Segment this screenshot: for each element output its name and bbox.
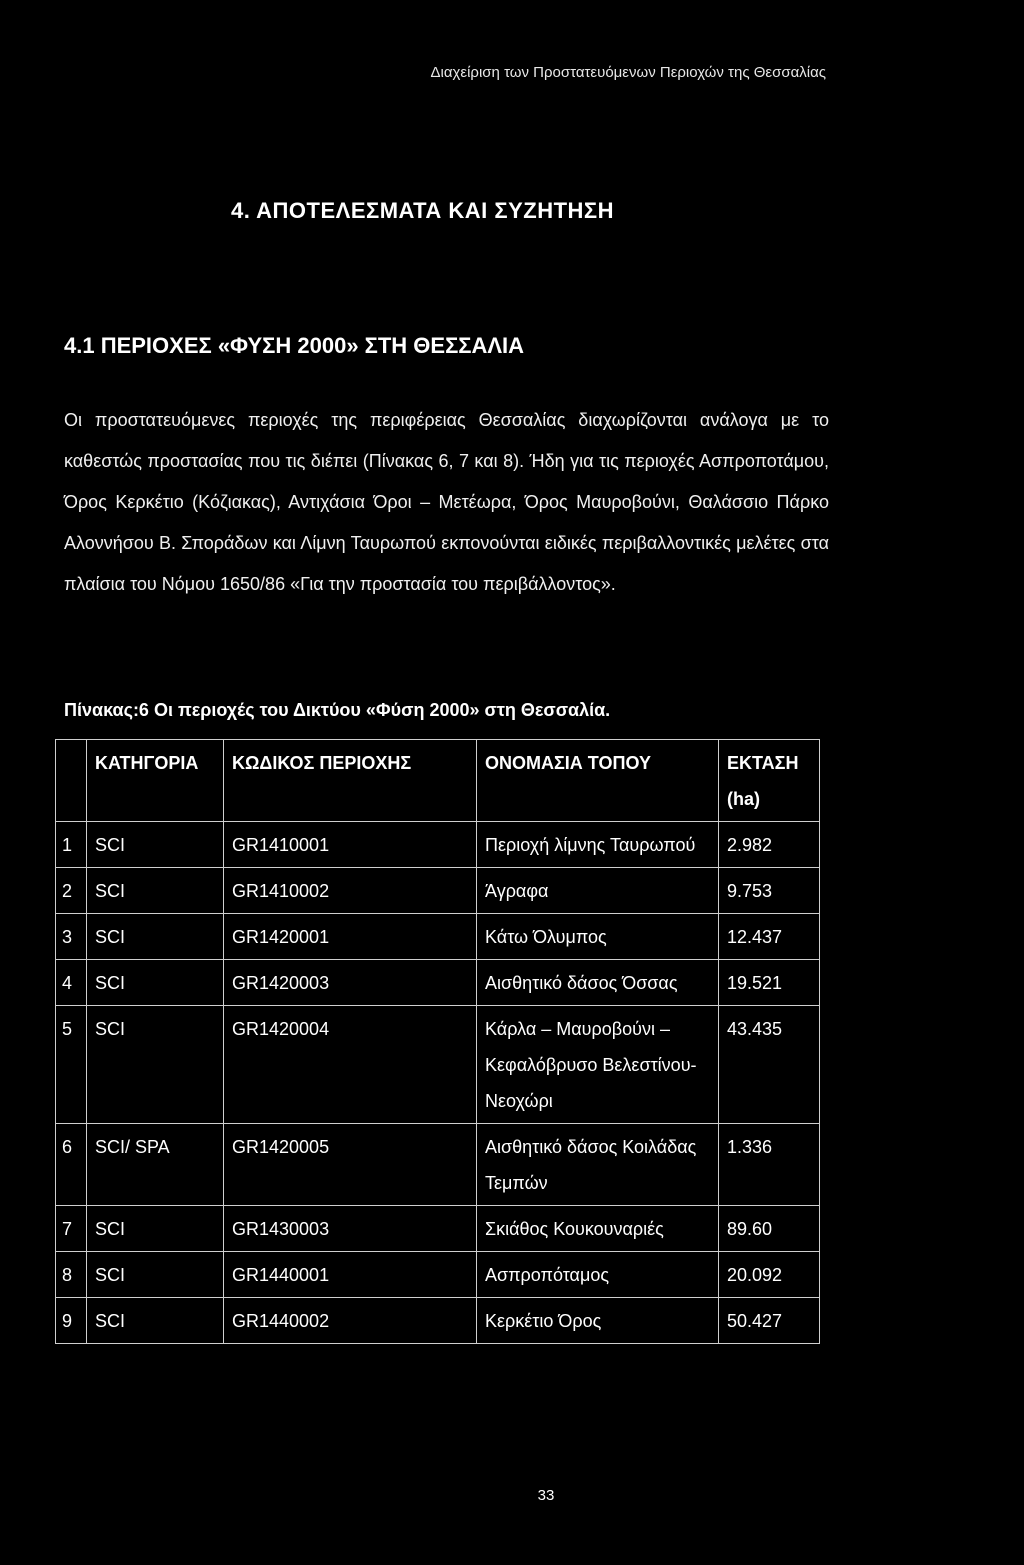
- natura-sites-table: [55, 739, 820, 1344]
- row-area: 2.982: [719, 822, 820, 868]
- row-site-name: Αισθητικό δάσος Όσσας: [477, 960, 719, 1006]
- header-number: [56, 740, 87, 822]
- row-site-code: GR1420001: [224, 914, 477, 960]
- row-category: SCI: [87, 1298, 224, 1344]
- row-area: 43.435: [719, 1006, 820, 1124]
- row-number: 9: [56, 1298, 87, 1344]
- table-row: [56, 1206, 820, 1252]
- section-title: 4.1 ΠΕΡΙΟΧΕΣ «ΦΥΣΗ 2000» ΣΤΗ ΘΕΣΣΑΛΙΑ: [64, 333, 525, 358]
- table-row: [56, 822, 820, 868]
- row-area: 50.427: [719, 1298, 820, 1344]
- row-number: 6: [56, 1124, 87, 1206]
- row-site-name: Κάτω Όλυμπος: [477, 914, 719, 960]
- row-number: 3: [56, 914, 87, 960]
- row-site-name: Ασπροπόταμος: [477, 1252, 719, 1298]
- row-category: SCI: [87, 914, 224, 960]
- header-site-code: ΚΩΔΙΚΟΣ ΠΕΡΙΟΧΗΣ: [224, 740, 477, 822]
- row-site-code: GR1440001: [224, 1252, 477, 1298]
- table-row: [56, 1124, 820, 1206]
- row-site-code: GR1430003: [224, 1206, 477, 1252]
- row-site-name: Κερκέτιο Όρος: [477, 1298, 719, 1344]
- row-area: 19.521: [719, 960, 820, 1006]
- row-category: SCI/ SPA: [87, 1124, 224, 1206]
- row-site-code: GR1420004: [224, 1006, 477, 1124]
- header-category: ΚΑΤΗΓΟΡΙΑ: [87, 740, 224, 822]
- row-number: 2: [56, 868, 87, 914]
- table-row: [56, 868, 820, 914]
- row-area: 20.092: [719, 1252, 820, 1298]
- row-site-code: GR1410002: [224, 868, 477, 914]
- row-site-code: GR1440002: [224, 1298, 477, 1344]
- chapter-title: 4. ΑΠΟΤΕΛΕΣΜΑΤΑ ΚΑΙ ΣΥΖΗΤΗΣΗ: [231, 198, 615, 223]
- table-row: [56, 1006, 820, 1124]
- row-site-name: Άγραφα: [477, 868, 719, 914]
- row-number: 1: [56, 822, 87, 868]
- row-category: SCI: [87, 868, 224, 914]
- row-number: 5: [56, 1006, 87, 1124]
- header-site-name: ΟΝΟΜΑΣΙΑ ΤΟΠΟΥ: [477, 740, 719, 822]
- page-number: 33: [537, 1487, 555, 1504]
- row-category: SCI: [87, 960, 224, 1006]
- row-site-name: Κάρλα – Μαυροβούνι – Κεφαλόβρυσο Βελεστίνου- Νεοχώρι: [477, 1006, 719, 1124]
- row-number: 4: [56, 960, 87, 1006]
- table-header-row: [56, 740, 820, 822]
- header-area: ΕΚΤΑΣΗ (ha): [719, 740, 820, 822]
- row-number: 8: [56, 1252, 87, 1298]
- table-caption: Πίνακας:6 Οι περιοχές του Δικτύου «Φύση 2000» στη Θεσσαλία.: [64, 700, 611, 720]
- row-area: 1.336: [719, 1124, 820, 1206]
- row-area: 9.753: [719, 868, 820, 914]
- row-area: 12.437: [719, 914, 820, 960]
- row-site-code: GR1420005: [224, 1124, 477, 1206]
- row-category: SCI: [87, 822, 224, 868]
- row-site-code: GR1410001: [224, 822, 477, 868]
- table-row: [56, 960, 820, 1006]
- table-row: [56, 1252, 820, 1298]
- row-category: SCI: [87, 1006, 224, 1124]
- running-header: Διαχείριση των Προστατευόμενων Περιοχών της Θεσσαλίας: [430, 64, 826, 81]
- row-site-name: Περιοχή λίμνης Ταυρωπού: [477, 822, 719, 868]
- row-site-code: GR1420003: [224, 960, 477, 1006]
- row-category: SCI: [87, 1206, 224, 1252]
- row-area: 89.60: [719, 1206, 820, 1252]
- table-row: [56, 1298, 820, 1344]
- row-number: 7: [56, 1206, 87, 1252]
- body-paragraph: Οι προστατευόμενες περιοχές της περιφέρειας Θεσσαλίας διαχωρίζονται ανάλογα με το καθεστώς προστασίας που τις διέπει (Πίνακας 6, 7 και 8). Ήδη για τις περιοχές Ασπροποτάμου, Όρος Κερκέτιο (Κόζιακας), Αντιχάσια Όροι – Μετέωρα, Όρος Μαυροβούνι, Θαλάσσιο Πάρκο Αλοννήσου Β. Σποράδων και Λίμνη Ταυρωπού εκπονούνται ειδικές περιβαλλοντικές μελέτες στα πλαίσια του Νόμου 1650/86 «Για την προστασία του περιβάλλοντος».: [64, 410, 829, 594]
- row-site-name: Αισθητικό δάσος Κοιλάδας Τεμπών: [477, 1124, 719, 1206]
- table-row: [56, 914, 820, 960]
- row-site-name: Σκιάθος Κουκουναριές: [477, 1206, 719, 1252]
- row-category: SCI: [87, 1252, 224, 1298]
